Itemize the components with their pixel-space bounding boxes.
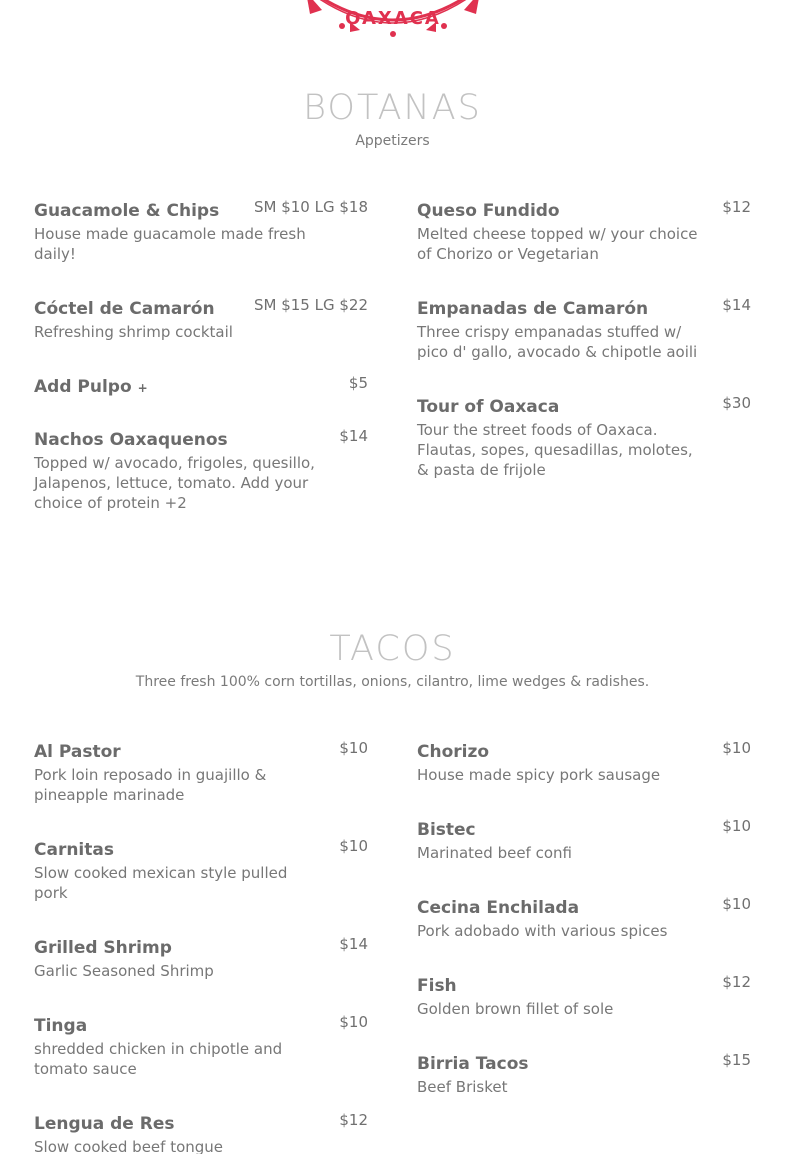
item-description: shredded chicken in chipotle and tomato sauce <box>34 1040 283 1078</box>
item-price: $10 <box>722 817 751 835</box>
item-name: Bistec <box>417 820 476 840</box>
item-description: Tour the street foods of Oaxaca. Flautas, sopes, quesadillas, molotes, & pasta de frijole <box>417 421 693 479</box>
item-name: Tour of Oaxaca <box>417 397 560 417</box>
item-name: Chorizo <box>417 742 490 762</box>
oaxaca-logo <box>300 0 486 38</box>
item-name: Queso Fundido <box>417 201 560 221</box>
menu-item <box>417 819 751 863</box>
item-description: Three crispy empanadas stuffed w/ pico d' gallo, avocado & chipotle aoili <box>417 323 698 361</box>
item-name: Nachos Oaxaquenos <box>34 430 228 450</box>
item-price: $30 <box>722 394 751 412</box>
item-price: SM $10 LG $18 <box>253 198 368 216</box>
item-description: Refreshing shrimp cocktail <box>34 323 233 341</box>
item-price: $10 <box>339 1013 368 1031</box>
menu-item <box>34 839 368 903</box>
menu-item <box>34 1113 368 1154</box>
item-name: Fish <box>417 976 457 996</box>
menu-item <box>417 975 751 1019</box>
item-name: Empanadas de Camarón <box>417 299 649 319</box>
menu-item <box>34 298 368 342</box>
item-name: Tinga <box>34 1016 88 1036</box>
item-name: Carnitas <box>34 840 114 860</box>
plus-sign: + <box>137 381 148 395</box>
item-description: Marinated beef confi <box>417 844 572 862</box>
item-price: $14 <box>339 935 368 953</box>
item-description: House made guacamole made fresh daily! <box>34 225 306 263</box>
menu-item <box>34 200 368 264</box>
menu-item <box>417 897 751 941</box>
item-description: Topped w/ avocado, frigoles, quesillo, Jalapenos, lettuce, tomato. Add your choice of protein +2 <box>34 454 315 512</box>
item-description: Pork loin reposado in guajillo & pineapple marinade <box>34 766 267 804</box>
item-price: $10 <box>339 739 368 757</box>
item-description: Slow cooked beef tongue <box>34 1138 224 1154</box>
item-description: Melted cheese topped w/ your choice of Chorizo or Vegetarian <box>417 225 698 263</box>
menu-item <box>34 376 368 399</box>
menu-item <box>34 429 368 513</box>
item-price: $10 <box>722 739 751 757</box>
botanas-title: BOTANAS <box>303 88 482 128</box>
item-name: Birria Tacos <box>417 1054 529 1074</box>
menu-item <box>417 1053 751 1097</box>
menu-item <box>417 741 751 785</box>
item-name: Grilled Shrimp <box>34 938 172 958</box>
tacos-subtitle: Three fresh 100% corn tortillas, onions, cilantro, lime wedges & radishes. <box>135 674 650 690</box>
item-description: Garlic Seasoned Shrimp <box>34 962 214 980</box>
item-name: Guacamole & Chips <box>34 201 220 221</box>
menu-item <box>417 200 751 264</box>
item-name: Add Pulpo <box>34 377 132 397</box>
item-price: $10 <box>722 895 751 913</box>
tacos-title: TACOS <box>329 629 456 669</box>
item-price: $12 <box>722 198 751 216</box>
item-name: Cecina Enchilada <box>417 898 580 918</box>
item-name: Al Pastor <box>34 742 121 762</box>
item-name-wrap <box>34 376 368 399</box>
logo-text: OAXACA <box>345 8 441 29</box>
item-name: Cóctel de Camarón <box>34 299 215 319</box>
menu-item <box>34 937 368 981</box>
item-description: Pork adobado with various spices <box>417 922 668 940</box>
item-description: Slow cooked mexican style pulled pork <box>34 864 288 902</box>
item-price: $15 <box>722 1051 751 1069</box>
botanas-subtitle: Appetizers <box>355 133 430 149</box>
menu-item <box>34 741 368 805</box>
item-price: $12 <box>339 1111 368 1129</box>
item-price: SM $15 LG $22 <box>253 296 368 314</box>
item-description: House made spicy pork sausage <box>417 766 661 784</box>
item-price: $10 <box>339 837 368 855</box>
item-price: $12 <box>722 973 751 991</box>
menu-item <box>417 298 751 362</box>
item-description: Beef Brisket <box>417 1078 508 1096</box>
item-description: Golden brown fillet of sole <box>417 1000 614 1018</box>
item-price: $14 <box>722 296 751 314</box>
menu-item <box>34 1015 368 1079</box>
menu-item <box>417 396 751 480</box>
item-price: $14 <box>339 427 368 445</box>
item-price: $5 <box>348 374 368 392</box>
item-name: Lengua de Res <box>34 1114 175 1134</box>
